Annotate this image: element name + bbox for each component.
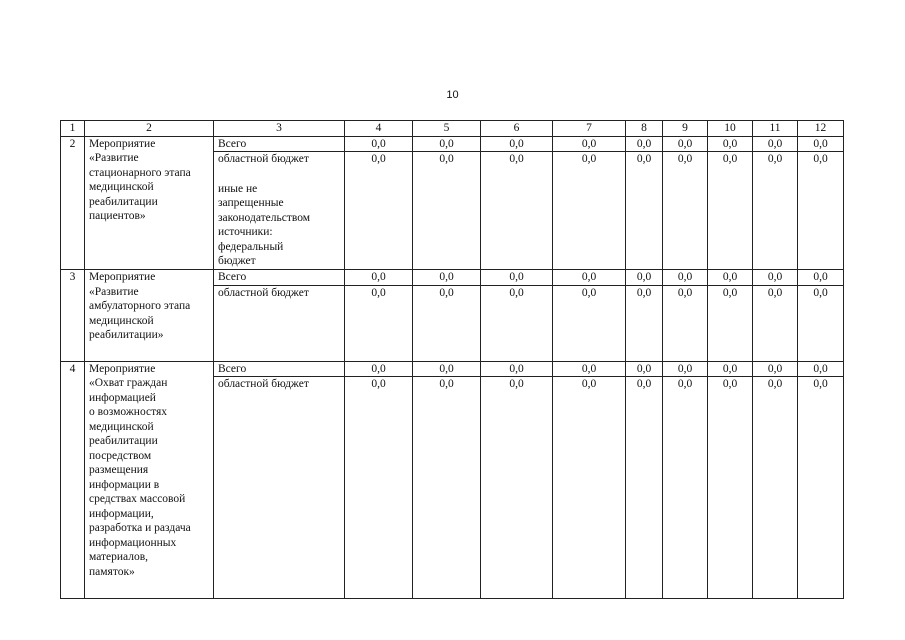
measure-name-line: посредством <box>89 449 152 462</box>
value-cell: 0,0 <box>753 377 798 599</box>
value-cell: 0,0 <box>481 136 553 152</box>
value-cell: 0,0 <box>345 285 413 361</box>
value-cell: 0,0 <box>413 377 481 599</box>
value-cell: 0,0 <box>481 152 553 270</box>
value-cell: 0,0 <box>481 361 553 377</box>
source-label: областной бюджет <box>218 153 309 165</box>
value-cell: 0,0 <box>753 270 798 286</box>
value-cell: 0,0 <box>413 270 481 286</box>
value-cell: 0,0 <box>345 136 413 152</box>
measure-name-line: памяток» <box>89 565 135 578</box>
measure-name-line: Мероприятие <box>89 271 156 283</box>
measure-name-line: медицинской <box>89 181 154 193</box>
measure-name-line: амбулаторного этапа <box>89 300 191 312</box>
total-label: Всего <box>214 136 345 152</box>
value-cell: 0,0 <box>753 152 798 270</box>
header-cell: 7 <box>553 121 626 137</box>
value-cell: 0,0 <box>798 136 844 152</box>
measure-name-line: реабилитации <box>89 435 158 447</box>
measure-name-line: Мероприятие <box>89 362 156 375</box>
source-extra-line: законодательством <box>218 211 311 224</box>
row-number: 3 <box>61 270 85 362</box>
measure-name-line: о возможностях <box>89 406 168 418</box>
measure-name-line: размещения <box>89 464 149 476</box>
value-cell: 0,0 <box>481 270 553 286</box>
header-cell: 12 <box>798 121 844 137</box>
measure-name <box>85 270 214 362</box>
value-cell: 0,0 <box>626 270 663 286</box>
value-cell: 0,0 <box>753 285 798 361</box>
value-cell: 0,0 <box>553 136 626 152</box>
measure-name-line: «Развитие <box>89 285 139 298</box>
value-cell: 0,0 <box>798 152 844 270</box>
value-cell: 0,0 <box>413 285 481 361</box>
budget-table <box>60 120 844 599</box>
measure-name-line: «Охват граждан <box>89 377 168 389</box>
table-row <box>61 361 844 377</box>
table-row <box>61 270 844 286</box>
header-cell: 1 <box>61 121 85 137</box>
value-cell: 0,0 <box>345 361 413 377</box>
value-cell: 0,0 <box>626 285 663 361</box>
value-cell: 0,0 <box>708 285 753 361</box>
measure-name-line: стационарного этапа <box>89 166 191 179</box>
value-cell: 0,0 <box>708 361 753 377</box>
source-extra-line: федеральный <box>218 240 284 253</box>
header-cell: 3 <box>214 121 345 137</box>
measure-name-line: информации, <box>89 507 154 520</box>
measure-name <box>85 361 214 599</box>
header-cell: 5 <box>413 121 481 137</box>
measure-name-line: Мероприятие <box>89 137 156 150</box>
value-cell: 0,0 <box>553 361 626 377</box>
measure-name-line: медицинской <box>89 420 154 433</box>
value-cell: 0,0 <box>663 377 708 599</box>
value-cell: 0,0 <box>626 377 663 599</box>
measure-name-line: пациентов» <box>89 210 146 222</box>
value-cell: 0,0 <box>708 377 753 599</box>
value-cell: 0,0 <box>708 270 753 286</box>
measure-name-line: разработка и раздача <box>89 522 191 534</box>
measure-name-line: информацией <box>89 391 156 404</box>
value-cell: 0,0 <box>553 285 626 361</box>
source-label: областной бюджет <box>214 377 345 599</box>
value-cell: 0,0 <box>663 152 708 270</box>
value-cell: 0,0 <box>798 361 844 377</box>
value-cell: 0,0 <box>663 270 708 286</box>
value-cell: 0,0 <box>626 152 663 270</box>
source-extra-line: запрещенные <box>218 197 284 209</box>
value-cell: 0,0 <box>413 361 481 377</box>
measure-name <box>85 136 214 270</box>
value-cell: 0,0 <box>663 285 708 361</box>
header-cell: 2 <box>85 121 214 137</box>
value-cell: 0,0 <box>708 136 753 152</box>
measure-name-line: информации в <box>89 478 160 491</box>
measure-name-line: медицинской <box>89 314 154 327</box>
value-cell: 0,0 <box>345 152 413 270</box>
value-cell: 0,0 <box>798 285 844 361</box>
source-label: областной бюджет <box>214 285 345 361</box>
value-cell: 0,0 <box>798 270 844 286</box>
header-row <box>61 121 844 137</box>
measure-name-line: «Развитие <box>89 152 139 164</box>
header-cell: 8 <box>626 121 663 137</box>
value-cell: 0,0 <box>413 136 481 152</box>
value-cell: 0,0 <box>753 136 798 152</box>
header-cell: 6 <box>481 121 553 137</box>
page-number: 10 <box>446 89 459 101</box>
value-cell: 0,0 <box>626 361 663 377</box>
value-cell: 0,0 <box>798 377 844 599</box>
header-cell: 10 <box>708 121 753 137</box>
value-cell: 0,0 <box>345 270 413 286</box>
value-cell: 0,0 <box>708 152 753 270</box>
measure-name-line: материалов, <box>89 551 149 563</box>
value-cell: 0,0 <box>553 377 626 599</box>
value-cell: 0,0 <box>626 136 663 152</box>
value-cell: 0,0 <box>553 152 626 270</box>
value-cell: 0,0 <box>753 361 798 377</box>
value-cell: 0,0 <box>481 285 553 361</box>
measure-name-line: средствах массовой <box>89 493 186 505</box>
source-cell <box>214 152 345 270</box>
header-cell: 9 <box>663 121 708 137</box>
total-label: Всего <box>214 270 345 286</box>
header-cell: 4 <box>345 121 413 137</box>
source-extra-line: источники: <box>218 226 273 238</box>
header-cell: 11 <box>753 121 798 137</box>
value-cell: 0,0 <box>481 377 553 599</box>
value-cell: 0,0 <box>663 361 708 377</box>
value-cell: 0,0 <box>413 152 481 270</box>
value-cell: 0,0 <box>553 270 626 286</box>
total-label: Всего <box>214 361 345 377</box>
measure-name-line: реабилитации <box>89 195 158 208</box>
source-extra-line: бюджет <box>218 255 256 267</box>
table-row <box>61 136 844 152</box>
row-number: 4 <box>61 361 85 599</box>
value-cell: 0,0 <box>345 377 413 599</box>
measure-name-line: информационных <box>89 536 177 549</box>
measure-name-line: реабилитации» <box>89 329 164 341</box>
value-cell: 0,0 <box>663 136 708 152</box>
row-number: 2 <box>61 136 85 270</box>
source-extra-line: иные не <box>218 182 258 195</box>
